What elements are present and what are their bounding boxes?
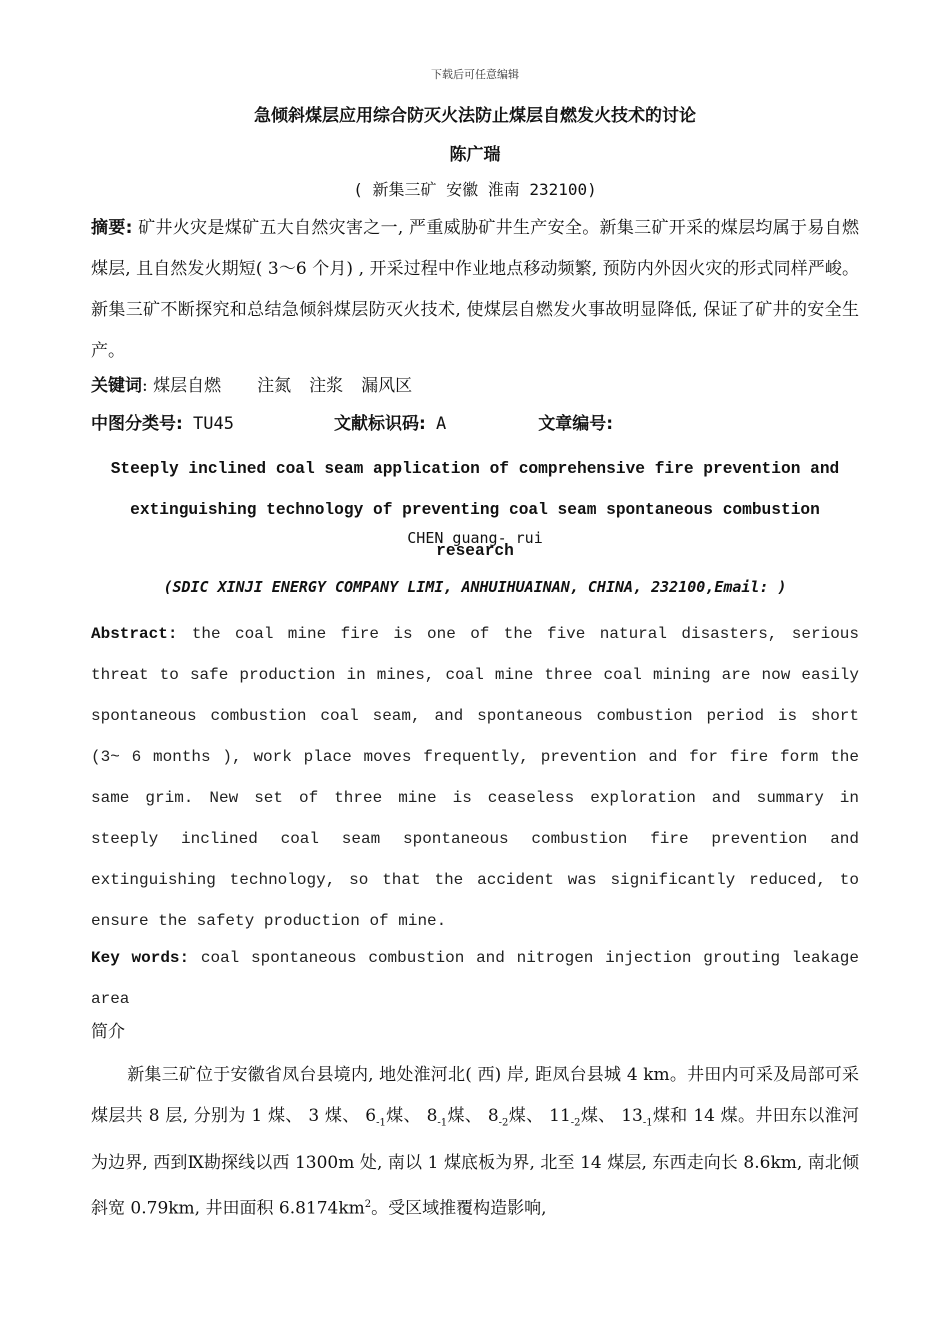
intro-text: 煤和 14 煤。井田东以淮河为边界, 西到Ⅸ勘探线以西 1300m 处, 南以 1 煤底板为界, 北至 14 煤层, 东西走向长 8.6km, 南北倾斜宽 0.79km, 井田面积 6.8174km [91,1106,859,1220]
english-abstract-text: the coal mine fire is one of the five natural disasters, serious threat to safe production in mines, coal mine three coal mining are now easily spontaneous combustion coal seam, and spontaneous combustion period is short (3~ 6 months ), work place moves frequently, prevention and for fire form the same grim. New set of three mine is ceaseless exploration and summary in steeply inclined coal seam spontaneous combustion fire prevention and extinguishing technology, so that the accident was significantly reduced, to ensure the safety production of mine. [91,625,859,930]
english-abstract-label: Abstract: [91,625,178,643]
cn-abstract-label: 摘要: [91,218,133,238]
english-keywords-label: Key words: [91,949,190,967]
intro-text: 煤、 8 [385,1106,438,1126]
intro-text: 煤、 13 [580,1106,643,1126]
doc-code-label: 文献标识码: [334,414,426,434]
english-title: Steeply inclined coal seam application of comprehensive fire prevention and extinguishing technology of preventing coal seam spontaneous combustion research [110,460,840,560]
cn-keywords-sep: : [142,376,154,396]
intro-paragraph [91,1055,859,1230]
cn-abstract [91,208,859,372]
intro-subscript: -2 [570,1117,581,1129]
classification-line [91,411,859,437]
cn-keywords-label: 关键词 [91,376,142,396]
english-keywords-text: coal spontaneous combustion and nitrogen injection grouting leakage area [91,949,860,1008]
english-author: CHEN guang- rui [407,529,543,547]
intro-superscript: 2 [364,1199,372,1211]
intro-subscript: -2 [498,1117,509,1129]
english-affiliation: (SDIC XINJI ENERGY COMPANY LIMI, ANHUIHUAINAN, CHINA, 232100,Email: ) [163,578,787,596]
paper-title: 急倾斜煤层应用综合防灭火法防止煤层自燃发火技术的讨论 [254,106,696,126]
doc-code-value: A [425,414,447,434]
cn-keyword: 注浆 [309,376,344,396]
header-note: 下载后可任意编辑 [431,68,519,81]
cn-keyword: 煤层自燃 [153,376,222,396]
intro-text: 煤、 8 [447,1106,499,1126]
cn-abstract-text: 矿井火灾是煤矿五大自然灾害之一, 严重威胁矿井生产安全。新集三矿开采的煤层均属于易自燃煤层, 且自然发火期短( 3～6 个月) , 开采过程中作业地点移动频繁, 预防内外因火灾的形式同样严峻。新集三矿不断探究和总结急倾斜煤层防灭火技术, 使煤层自燃发火事故明显降低, 保证了矿井的安全生产。 [91,218,859,361]
paper-affiliation: ( 新集三矿 安徽 淮南 232100) [353,180,597,199]
clc-value: TU45 [182,414,234,434]
cn-keywords [91,373,859,399]
intro-heading: 简介 [91,1022,125,1042]
article-no-label: 文章编号: [538,414,614,434]
english-abstract [91,614,859,942]
cn-keyword: 注氮 [257,376,292,396]
intro-subscript: -1 [642,1117,653,1129]
clc-label: 中图分类号: [91,414,183,434]
intro-text: 。受区域推覆构造影响, [371,1199,547,1220]
cn-keyword: 漏风区 [361,376,413,396]
intro-subscript: -1 [437,1117,448,1129]
intro-text: 煤、 11 [508,1106,571,1126]
intro-text: 新集三矿位于安徽省凤台县境内, 地处淮河北( 西) 岸, 距凤台县城 4 km。井田内可采及局部可采煤层共 8 层, 分别为 1 煤、 3 煤、 6 [91,1065,859,1126]
english-keywords [91,938,859,1020]
paper-author: 陈广瑞 [449,145,501,165]
intro-subscript: -1 [376,1117,386,1129]
